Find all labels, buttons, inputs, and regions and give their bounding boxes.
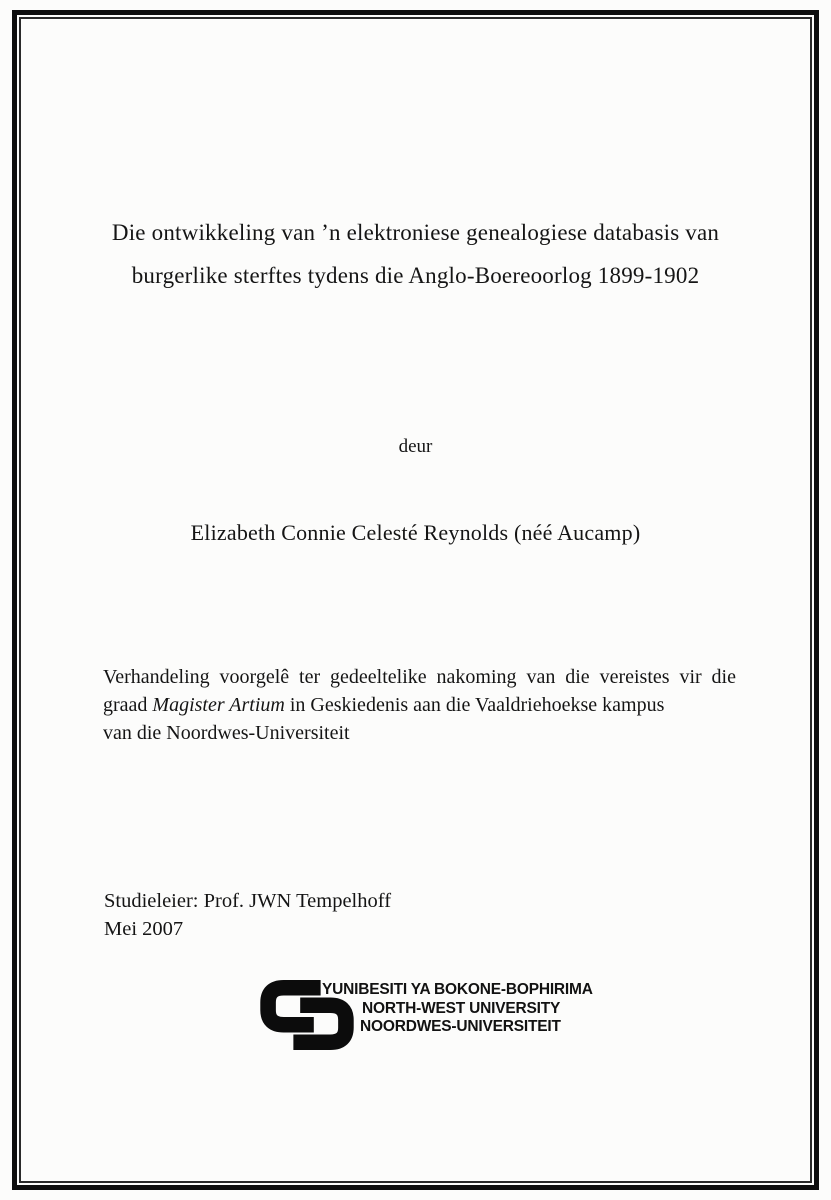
author-name: Elizabeth Connie Celesté Reynolds (néé Aucamp) [190, 520, 641, 545]
byline-deur: deur [398, 436, 433, 457]
university-name-setswana: YUNIBESITI YA BOKONE-BOPHIRIMA [322, 981, 593, 998]
university-name-afrikaans: NOORDWES-UNIVERSITEIT [360, 1018, 561, 1035]
thesis-title [55, 211, 776, 297]
submission-statement [103, 663, 736, 747]
submission-line1: Verhandeling voorgelê ter gedeeltelike nakoming van die vereistes vir die [103, 666, 736, 688]
submission-line2 [103, 691, 736, 719]
submission-line3: van die Noordwes-Universiteit [103, 722, 350, 744]
submission-line2-pre: graad [103, 694, 153, 716]
thesis-title-line2: burgerlike sterftes tydens die Anglo-Boereoorlog 1899-1902 [131, 263, 700, 288]
submission-line2-post: in Geskiedenis aan die Vaaldriehoekse kampus [284, 694, 665, 716]
supervisor-line: Studieleier: Prof. JWN Tempelhoff [104, 890, 392, 912]
date-line: Mei 2007 [104, 918, 184, 940]
thesis-title-line1: Die ontwikkeling van ’n elektroniese genealogiese databasis van [111, 220, 720, 245]
supervisor-block [104, 887, 391, 943]
university-wordmark [322, 981, 593, 1037]
university-name-english: NORTH-WEST UNIVERSITY [362, 999, 561, 1017]
degree-name-italic: Magister Artium [152, 694, 285, 716]
